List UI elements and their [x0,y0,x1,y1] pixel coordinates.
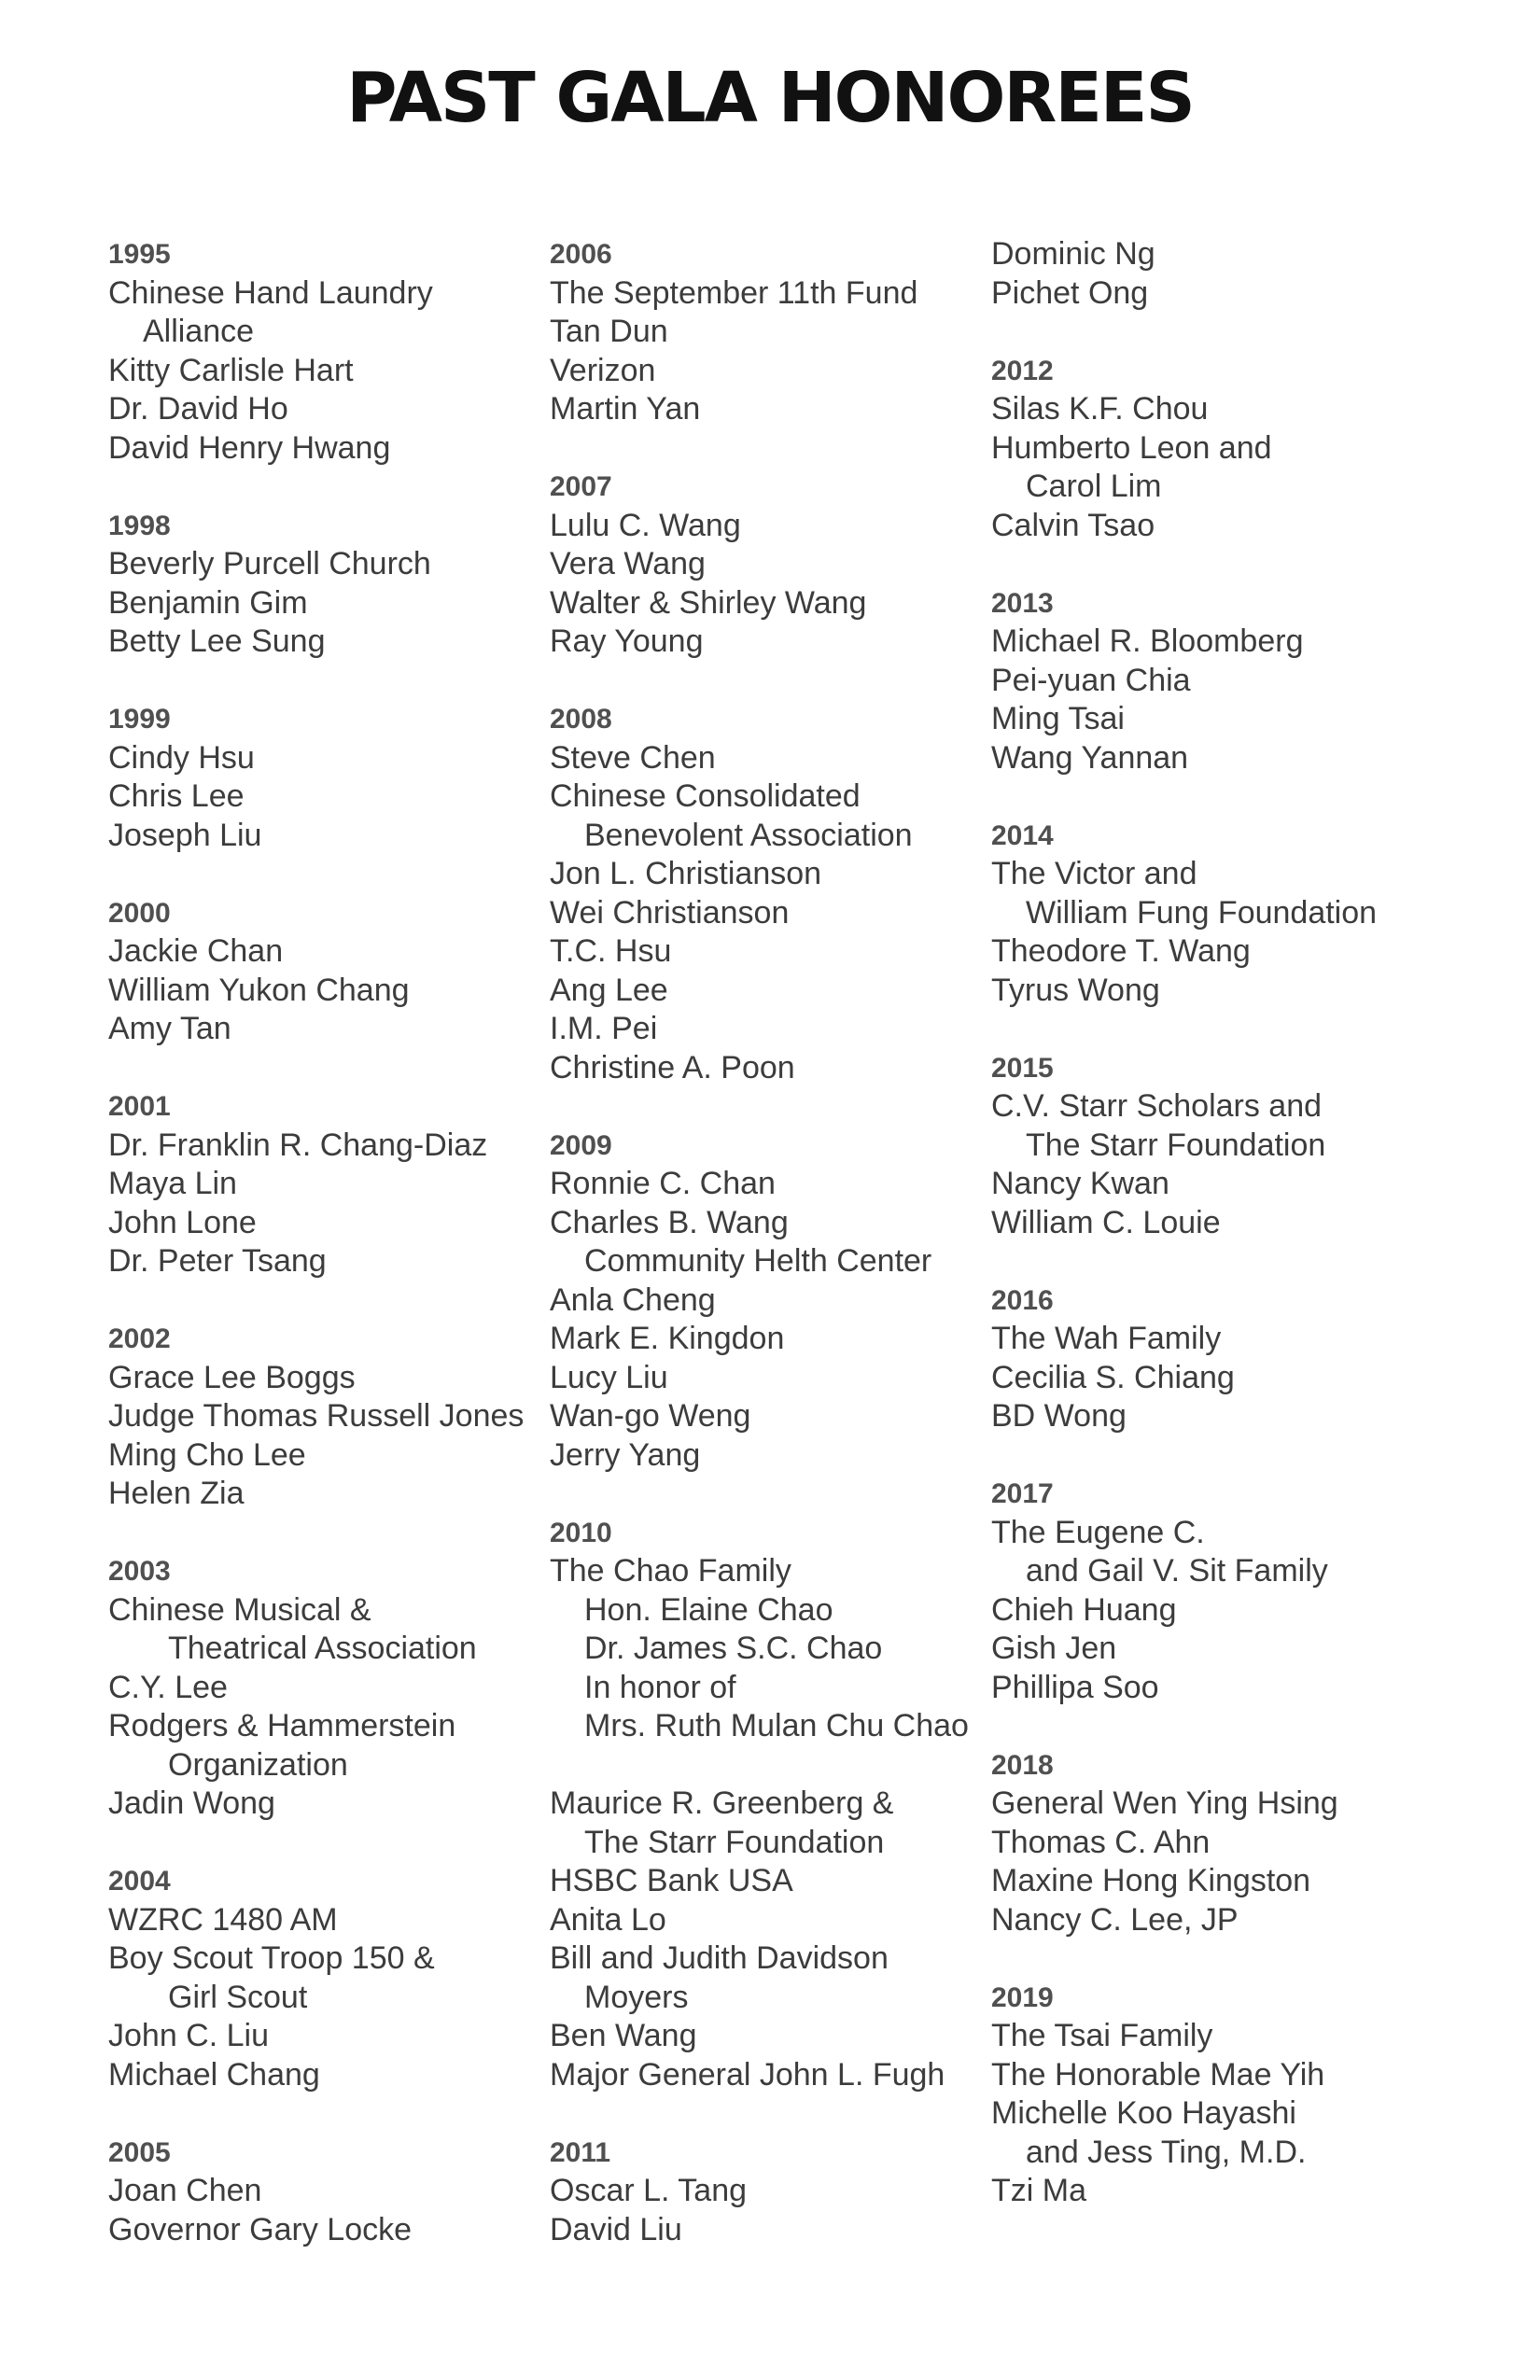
honoree-name-continued: The Starr Foundation [1026,1127,1326,1163]
honoree-name: Ang Lee [550,972,668,1008]
honoree-name: Wan-go Weng [550,1398,751,1434]
honoree-name: Amy Tan [108,1011,231,1046]
honoree-name-continued: and Jess Ting, M.D. [1026,2134,1307,2170]
honoree-name: Michelle Koo Hayashi [991,2095,1296,2131]
honoree-name: Boy Scout Troop 150 & [108,1940,435,1976]
honoree-name-continued: William Fung Foundation [1026,894,1378,931]
honoree-name: Lucy Liu [550,1359,668,1395]
honoree-name: Thomas C. Ahn [991,1824,1211,1860]
honoree-name: Dr. Peter Tsang [108,1243,327,1279]
group-spacer [550,429,998,469]
honoree-name-continued: and Gail V. Sit Family [1026,1553,1328,1589]
year-heading: 2009 [550,1129,612,1161]
honoree-name: Jadin Wong [108,1785,275,1821]
honoree-name: The September 11th Fund [550,274,918,311]
honoree-column-3 [991,235,1439,2211]
honoree-name: Anita Lo [550,1901,666,1938]
honoree-name-continued: Dr. James S.C. Chao [584,1631,883,1666]
honoree-name-continued: In honor of [584,1669,736,1705]
honoree-name: Vera Wang [550,546,706,581]
honoree-name: William C. Louie [991,1204,1221,1240]
group-spacer [991,777,1439,817]
honoree-name: Oscar L. Tang [550,2173,748,2208]
year-heading: 2017 [991,1478,1054,1509]
honoree-name: WZRC 1480 AM [108,1901,338,1938]
honoree-name: Wei Christianson [550,894,790,931]
honoree-name: Bill and Judith Davidson [550,1940,889,1976]
honoree-name: Betty Lee Sung [108,623,326,659]
honoree-name-continued: The Starr Foundation [584,1824,885,1860]
year-heading: 1999 [108,704,171,735]
honoree-name: Lulu C. Wang [550,507,741,543]
honoree-name: BD Wong [991,1398,1127,1434]
group-spacer [991,545,1439,584]
group-spacer [550,662,998,701]
group-spacer [550,1475,998,1514]
honoree-name: Judge Thomas Russell Jones [108,1398,525,1434]
honoree-name: Cecilia S. Chiang [991,1359,1235,1395]
honoree-name: Michael Chang [108,2056,320,2093]
honoree-name: Kitty Carlisle Hart [108,352,354,388]
honoree-name: Walter & Shirley Wang [550,584,867,621]
honoree-name-continued: Community Helth Center [584,1243,932,1279]
honoree-name: The Victor and [991,856,1197,891]
honoree-name: Steve Chen [550,739,716,776]
honoree-name: Ming Cho Lee [108,1436,306,1473]
honoree-name-continued: Alliance [143,314,255,349]
year-heading: 1995 [108,239,171,270]
honoree-name: Joseph Liu [108,817,262,853]
honoree-name: Cindy Hsu [108,739,255,776]
group-spacer [108,1281,556,1321]
honoree-name: Tan Dun [550,314,668,349]
honoree-name: Tzi Ma [991,2173,1086,2208]
honoree-name: Chinese Hand Laundry [108,274,433,311]
honoree-name-continued: Mrs. Ruth Mulan Chu Chao [584,1708,969,1743]
honoree-name-continued: Benevolent Association [584,817,913,853]
year-heading: 2008 [550,704,612,735]
honoree-name-continued: Theatrical Association [168,1631,477,1666]
honoree-name: Chinese Musical & [108,1591,371,1628]
year-heading: 2016 [991,1284,1054,1316]
honoree-name: Humberto Leon and [991,429,1272,466]
honoree-name: John Lone [108,1204,257,1240]
honoree-name: Maya Lin [108,1166,237,1201]
group-spacer [550,1087,998,1127]
year-heading: 2013 [991,587,1054,619]
honoree-name: Beverly Purcell Church [108,546,431,581]
honoree-name: The Chao Family [550,1553,791,1589]
honoree-name: The Wah Family [991,1321,1222,1356]
group-spacer [991,313,1439,352]
group-spacer [991,1010,1439,1049]
group-spacer [108,468,556,507]
honoree-name: The Eugene C. [991,1514,1205,1550]
group-spacer [108,1049,556,1088]
honoree-name: Rodgers & Hammerstein [108,1708,456,1743]
honoree-name: Nancy C. Lee, JP [991,1901,1239,1938]
honoree-name: General Wen Ying Hsing [991,1785,1338,1821]
year-heading: 2011 [550,2136,611,2168]
honoree-name: Benjamin Gim [108,584,308,621]
honoree-name: Tyrus Wong [991,972,1160,1008]
honoree-name: William Yukon Chang [108,972,410,1008]
honoree-column-1 [108,235,556,2249]
honoree-name: Pei-yuan Chia [991,662,1191,698]
honoree-name-continued: Hon. Elaine Chao [584,1591,833,1628]
honoree-name: Dr. David Ho [108,391,288,427]
honoree-name: Verizon [550,352,656,388]
honoree-name: Ray Young [550,623,704,659]
year-heading: 1998 [108,510,171,541]
group-spacer [991,1436,1439,1476]
honoree-name: Maxine Hong Kingston [991,1863,1311,1898]
honoree-name: Grace Lee Boggs [108,1359,356,1395]
honoree-name: Chinese Consolidated [550,778,861,814]
group-spacer [108,1824,556,1863]
honoree-name: Gish Jen [991,1631,1117,1666]
honoree-name: David Liu [550,2211,682,2247]
honoree-name: HSBC Bank USA [550,1863,793,1898]
year-heading: 2005 [108,2136,171,2168]
year-heading: 2006 [550,239,612,270]
group-spacer [108,855,556,894]
group-spacer [550,1746,998,1785]
year-heading: 2004 [108,1866,171,1897]
honoree-name: Silas K.F. Chou [991,391,1209,427]
year-heading: 2019 [991,1981,1054,2013]
page-title: PAST GALA HONOREES [346,58,1194,138]
group-spacer [991,1939,1439,1979]
honoree-name-continued: Organization [168,1746,348,1783]
honoree-name: Calvin Tsao [991,507,1155,543]
honoree-name: Jon L. Christianson [550,856,822,891]
honoree-name: The Honorable Mae Yih [991,2056,1325,2093]
honoree-name: Anla Cheng [550,1281,716,1318]
year-heading: 2007 [550,471,612,502]
year-heading: 2002 [108,1323,171,1354]
year-heading: 2018 [991,1749,1054,1781]
honoree-name: Theodore T. Wang [991,933,1251,969]
year-heading: 2012 [991,355,1054,386]
group-spacer [991,1707,1439,1746]
year-heading: 2010 [550,1517,612,1548]
honoree-name: Charles B. Wang [550,1204,789,1240]
year-heading: 2003 [108,1556,171,1587]
honoree-name-continued: Moyers [584,1979,689,2015]
group-spacer [108,2094,556,2134]
group-spacer [108,662,556,701]
honoree-name: Dominic Ng [991,236,1155,272]
honoree-name-continued: Girl Scout [168,1979,308,2015]
year-heading: 2015 [991,1052,1054,1084]
honoree-name: Ronnie C. Chan [550,1166,776,1201]
honoree-name: Jackie Chan [108,933,284,969]
honoree-name: Ben Wang [550,2018,697,2053]
year-heading: 2001 [108,1091,171,1122]
honoree-name: Pichet Ong [991,274,1149,311]
honoree-name: Governor Gary Locke [108,2211,413,2247]
honoree-name-continued: Carol Lim [1026,469,1162,504]
honoree-name: Joan Chen [108,2173,262,2208]
honoree-name: T.C. Hsu [550,933,672,969]
honoree-column-2 [550,235,998,2249]
honoree-name: C.Y. Lee [108,1669,228,1705]
honoree-name: C.V. Starr Scholars and [991,1088,1323,1124]
honoree-name: I.M. Pei [550,1011,658,1046]
group-spacer [108,1514,556,1553]
honoree-name: Major General John L. Fugh [550,2056,945,2093]
honoree-name: Mark E. Kingdon [550,1321,785,1356]
year-heading: 2000 [108,897,171,929]
honoree-name: Michael R. Bloomberg [991,623,1304,659]
honoree-name: Chris Lee [108,778,245,814]
year-heading: 2014 [991,819,1054,851]
honoree-name: Jerry Yang [550,1436,701,1473]
honoree-name: Chieh Huang [991,1591,1177,1628]
honoree-name: The Tsai Family [991,2018,1213,2053]
honoree-name: Nancy Kwan [991,1166,1169,1201]
honoree-name: David Henry Hwang [108,429,391,466]
honoree-name: Maurice R. Greenberg & [550,1785,894,1821]
honoree-name: Phillipa Soo [991,1669,1159,1705]
honoree-name: Ming Tsai [991,701,1125,736]
honoree-name: Dr. Franklin R. Chang-Diaz [108,1127,488,1163]
group-spacer [550,2094,998,2134]
honoree-name: Wang Yannan [991,739,1189,776]
honoree-name: Helen Zia [108,1476,245,1511]
honoree-name: John C. Liu [108,2018,269,2053]
group-spacer [991,1242,1439,1281]
honoree-name: Martin Yan [550,391,701,427]
honoree-name: Christine A. Poon [550,1049,795,1085]
